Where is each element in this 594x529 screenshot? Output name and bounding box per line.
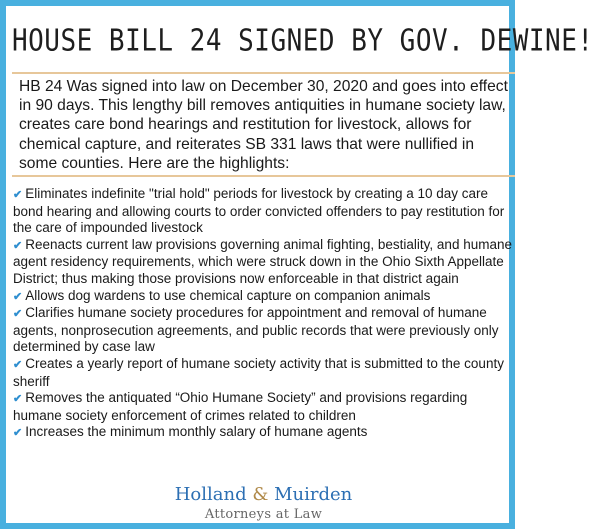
- checkmark-icon: ✔: [13, 358, 23, 371]
- firm-ampersand: &: [252, 484, 269, 505]
- firm-logo: [12, 484, 515, 506]
- firm-footer: [12, 484, 515, 524]
- checkmark-icon: ✔: [13, 427, 23, 440]
- highlight-text: Removes the antiquated “Ohio Humane Society” and provisions regarding humane society enforcement of crimes related to children: [13, 390, 468, 423]
- title-divider: [12, 72, 515, 74]
- checkmark-icon: ✔: [13, 308, 23, 321]
- highlights-list: [13, 186, 513, 442]
- highlight-item: [13, 356, 513, 390]
- firm-name-part1: Holland: [174, 484, 247, 505]
- highlight-text: Clarifies humane society procedures for appointment and removal of humane agents, nonprosecution agreements, and public records that were previously only determined by case law: [13, 305, 499, 355]
- checkmark-icon: ✔: [13, 239, 23, 252]
- checkmark-icon: ✔: [13, 393, 23, 406]
- highlight-item: [13, 390, 513, 424]
- highlight-item: [13, 424, 513, 442]
- highlight-text: Eliminates indefinite "trial hold" periods for livestock by creating a 10 day care bond hearing and allowing courts to order convicted offenders to pay restitution for the care of impounded livestock: [13, 186, 505, 236]
- firm-name-part2: Muirden: [274, 484, 353, 505]
- highlight-text: Increases the minimum monthly salary of humane agents: [25, 424, 368, 440]
- intro-divider: [12, 175, 515, 177]
- highlight-text: Allows dog wardens to use chemical capture on companion animals: [25, 287, 431, 303]
- intro-paragraph: HB 24 Was signed into law on December 30, 2020 and goes into effect in 90 days. This lengthy bill removes antiquities in humane society law, creates care bond hearings and restitution for livestock, allows for chemical capture, and reiterates SB 331 laws that were nullified in some counties. Here are the highlights:: [19, 78, 508, 172]
- highlight-item: [13, 288, 513, 306]
- checkmark-icon: ✔: [13, 290, 23, 303]
- highlight-item: [13, 186, 513, 237]
- flyer-title: HOUSE BILL 24 SIGNED BY GOV. DEWINE!: [12, 23, 594, 59]
- highlight-item: [13, 237, 513, 288]
- highlight-item: [13, 305, 513, 356]
- highlight-text: Creates a yearly report of humane society activity that is submitted to the county sheriff: [13, 355, 504, 389]
- firm-tagline: Attorneys at Law: [204, 507, 323, 522]
- highlight-text: Reenacts current law provisions governing animal fighting, bestiality, and humane agent residency requirements, which were struck down in the Ohio Sixth Appellate District; thus making those provisions now enforceable in that district again: [13, 236, 512, 286]
- checkmark-icon: ✔: [13, 189, 23, 201]
